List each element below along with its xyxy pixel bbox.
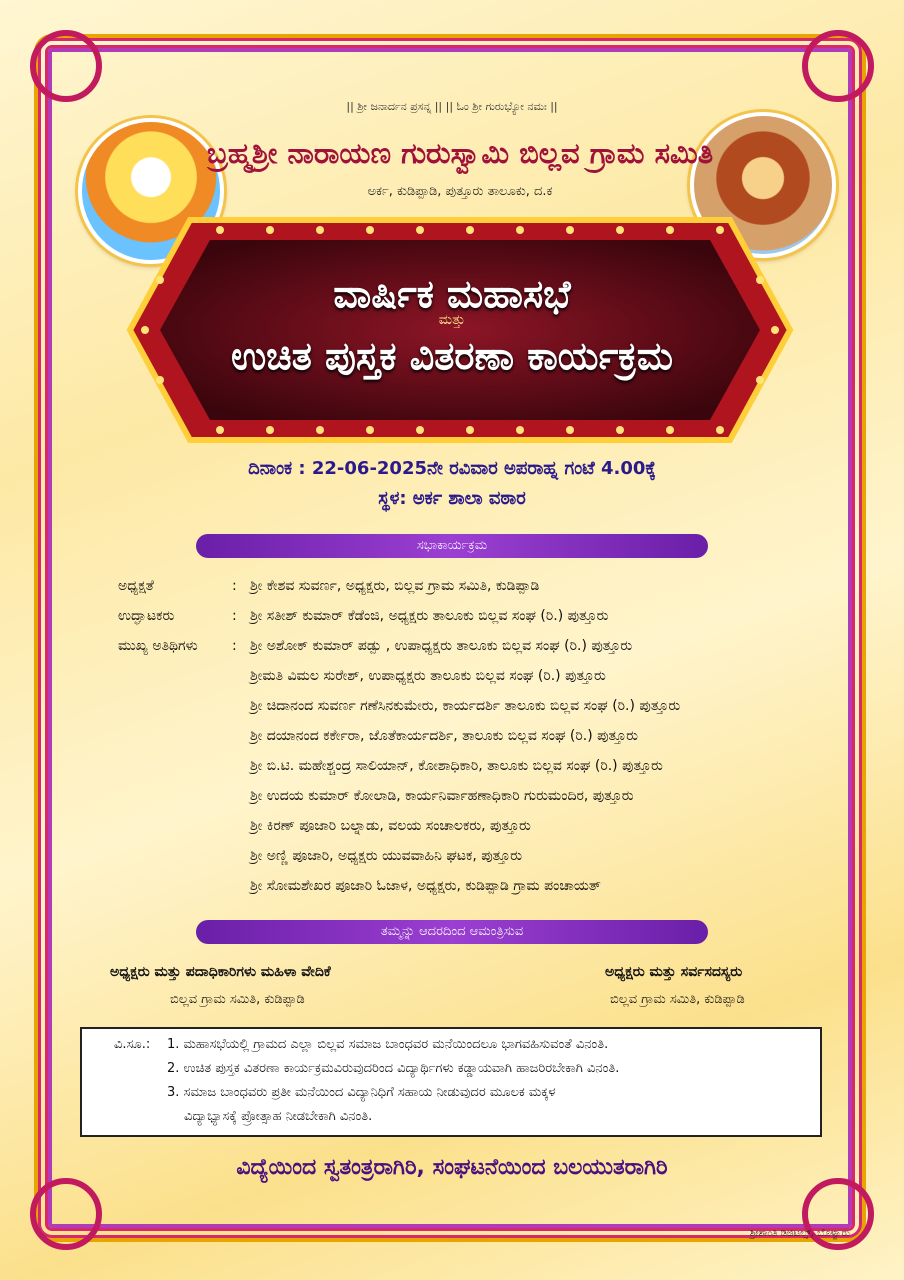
colon: : [232,638,237,654]
inaugurator-label: ಉದ್ಘಾಟಕರು [118,608,175,624]
program-guests-row [118,638,250,654]
guest-item: ಶ್ರೀ ಉದಯ ಕುಮಾರ್ ಕೋಲಾಡಿ, ಕಾರ್ಯನಿರ್ವಾಹಣಾಧಿಕಾರಿ ಗುರುಮಂದಿರ, ಪುತ್ತೂರು [250,788,634,804]
guest-item: ಶ್ರೀ ಚಿದಾನಂದ ಸುವರ್ಣ ಗಣೆಸಿನಕುಮೇರು, ಕಾರ್ಯದರ್ಶಿ ತಾಲೂಕು ಬಿಲ್ಲವ ಸಂಘ (ರಿ.) ಪುತ್ತೂರು [250,698,681,714]
guest-item: ಶ್ರೀಮತಿ ವಿಮಲ ಸುರೇಶ್, ಉಪಾಧ್ಯಕ್ಷರು ತಾಲೂಕು ಬಿಲ್ಲವ ಸಂಘ (ರಿ.) ಪುತ್ತೂರು [250,668,606,684]
inaugurator-value: ಶ್ರೀ ಸತೀಶ್ ಕುಮಾರ್ ಕೆಡೆಂಜಿ, ಅಧ್ಯಕ್ಷರು ತಾಲೂಕು ಬಿಲ್ಲವ ಸಂಘ (ರಿ.) ಪುತ್ತೂರು [250,608,609,624]
note-item-continued: ವಿದ್ಯಾಭ್ಯಾಸಕ್ಕೆ ಪ್ರೋತ್ಸಾಹ ನೀಡಬೇಕಾಗಿ ವಿನಂತಿ. [184,1109,373,1124]
marquee-banner [120,210,800,450]
event-title-connector: ಮತ್ತು [438,312,466,328]
notes-box [80,1027,822,1137]
colon: : [232,608,237,624]
guest-item: ಶ್ರೀ ಸೋಮಶೇಖರ ಪೂಜಾರಿ ಓಜಾಳ, ಅಧ್ಯಕ್ಷರು, ಕುಡಿಪ್ಪಾಡಿ ಗ್ರಾಮ ಪಂಚಾಯತ್ [250,878,601,894]
host-left-title: ಅಧ್ಯಕ್ಷರು ಮತ್ತು ಪದಾಧಿಕಾರಿಗಳು ಮಹಿಳಾ ವೇದಿಕೆ [110,964,331,980]
note-item: 3. ಸಮಾಜ ಬಾಂಧವರು ಪ್ರತೀ ಮನೆಯಿಂದ ವಿದ್ಯಾನಿಧಿಗೆ ಸಹಾಯ ನೀಡುವುದರ ಮೂಲಕ ಮಕ್ಕಳ [167,1085,556,1100]
host-left-subtitle: ಬಿಲ್ಲವ ಗ್ರಾಮ ಸಮಿತಿ, ಕುಡಿಪ್ಪಾಡಿ [170,992,305,1007]
guest-item: ಶ್ರೀ ಅಣ್ಣಿ ಪೂಜಾರಿ, ಅಧ್ಯಕ್ಷರು ಯುವವಾಹಿನಿ ಘಟಕ, ಪುತ್ತೂರು [250,848,523,864]
section-heading-program: ಸಭಾಕಾರ್ಯಕ್ರಮ [196,534,708,558]
chair-label: ಅಧ್ಯಕ್ಷತೆ [118,578,154,594]
section-heading-invite: ತಮ್ಮನ್ನು ಆದರದಿಂದ ಆಮಂತ್ರಿಸುವ [196,920,708,944]
note-item: 2. ಉಚಿತ ಪುಸ್ತಕ ವಿತರಣಾ ಕಾರ್ಯಕ್ರಮವಿರುವುದರಿಂದ ವಿದ್ಯಾರ್ಥಿಗಳು ಕಡ್ಡಾಯವಾಗಿ ಹಾಜರಿರಬೇಕಾಗಿ ವಿನಂತಿ. [167,1061,620,1076]
host-right-title: ಅಧ್ಯಕ್ಷರು ಮತ್ತು ಸರ್ವಸದಸ್ಯರು [605,964,743,980]
invocation-line: || ಶ್ರೀ ಜನಾರ್ದನ ಪ್ರಸನ್ನ || || ಓಂ ಶ್ರೀ ಗುರುಭ್ಯೋ ನಮಃ || [346,100,558,113]
program-chair-row [118,578,539,594]
event-title-secondary: ಉಚಿತ ಪುಸ್ತಕ ವಿತರಣಾ ಕಾರ್ಯಕ್ರಮ [230,334,674,378]
corner-ornament-icon [802,1178,874,1250]
organization-name: ಬ್ರಹ್ಮಶ್ರೀ ನಾರಾಯಣ ಗುರುಸ್ವಾಮಿ ಬಿಲ್ಲವ ಗ್ರಾಮ ಸಮಿತಿ [206,136,714,170]
event-title-main: ವಾರ್ಷಿಕ ಮಹಾಸಭೆ [333,272,571,316]
host-right-subtitle: ಬಿಲ್ಲವ ಗ್ರಾಮ ಸಮಿತಿ, ಕುಡಿಪ್ಪಾಡಿ [610,992,745,1007]
motto: ವಿದ್ಯೆಯಿಂದ ಸ್ವತಂತ್ರರಾಗಿರಿ, ಸಂಘಟನೆಯಿಂದ ಬಲಯುತರಾಗಿರಿ [236,1155,668,1180]
guests-label: ಮುಖ್ಯ ಅತಿಥಿಗಳು [118,638,198,654]
organization-address: ಅರ್ಕ, ಕುಡಿಪ್ಪಾಡಿ, ಪುತ್ತೂರು ತಾಲೂಕು, ದ.ಕ [367,184,553,199]
corner-ornament-icon [802,30,874,102]
chair-value: ಶ್ರೀ ಕೇಶವ ಸುವರ್ಣ, ಅಧ್ಯಕ್ಷರು, ಬಿಲ್ಲವ ಗ್ರಾಮ ಸಮಿತಿ, ಕುಡಿಪ್ಪಾಡಿ [250,578,540,594]
program-inaugurator-row [118,608,608,624]
guest-item: ಶ್ರೀ ಕಿರಣ್ ಪೂಜಾರಿ ಬಲ್ನಾಡು, ವಲಯ ಸಂಚಾಲಕರು, ಪುತ್ತೂರು [250,818,531,834]
note-item: 1. ಮಹಾಸಭೆಯಲ್ಲಿ ಗ್ರಾಮದ ಎಲ್ಲಾ ಬಿಲ್ಲವ ಸಮಾಜ ಬಾಂಧವರ ಮನೆಯಿಂದಲೂ ಭಾಗವಹಿಸುವಂತೆ ವಿನಂತಿ. [167,1037,609,1052]
guest-item: ಶ್ರೀ ದಯಾನಂದ ಕರ್ಕೇರಾ, ಜೊತೆಕಾರ್ಯದರ್ಶಿ, ತಾಲೂಕು ಬಿಲ್ಲವ ಸಂಘ (ರಿ.) ಪುತ್ತೂರು [250,728,638,744]
guest-item: ಶ್ರೀ ಬಿ.ಟಿ. ಮಹೇಶ್ಚಂದ್ರ ಸಾಲಿಯಾನ್, ಕೋಶಾಧಿಕಾರಿ, ತಾಲೂಕು ಬಿಲ್ಲವ ಸಂಘ (ರಿ.) ಪುತ್ತೂರು [250,758,663,774]
designer-credit: ಶ್ರೀಶಾಂತಿ ಡಿಜಿಟಲ್ಸ್, ಬೊಳ್ವಾರು [749,1228,850,1239]
colon: : [232,578,237,594]
event-venue: ಸ್ಥಳ: ಅರ್ಕ ಶಾಲಾ ವಠಾರ [378,488,526,509]
corner-ornament-icon [30,30,102,102]
guest-item: ಶ್ರೀ ಅಶೋಕ್ ಕುಮಾರ್ ಪಡ್ಪು , ಉಪಾಧ್ಯಕ್ಷರು ತಾಲೂಕು ಬಿಲ್ಲವ ಸಂಘ (ರಿ.) ಪುತ್ತೂರು [250,638,633,654]
corner-ornament-icon [30,1178,102,1250]
event-date: ದಿನಾಂಕ : 22-06-2025ನೇ ರವಿವಾರ ಅಪರಾಹ್ನ ಗಂಟೆ 4.00ಕ್ಕೆ [248,458,656,479]
notes-prefix: ವಿ.ಸೂ.: [114,1037,151,1052]
